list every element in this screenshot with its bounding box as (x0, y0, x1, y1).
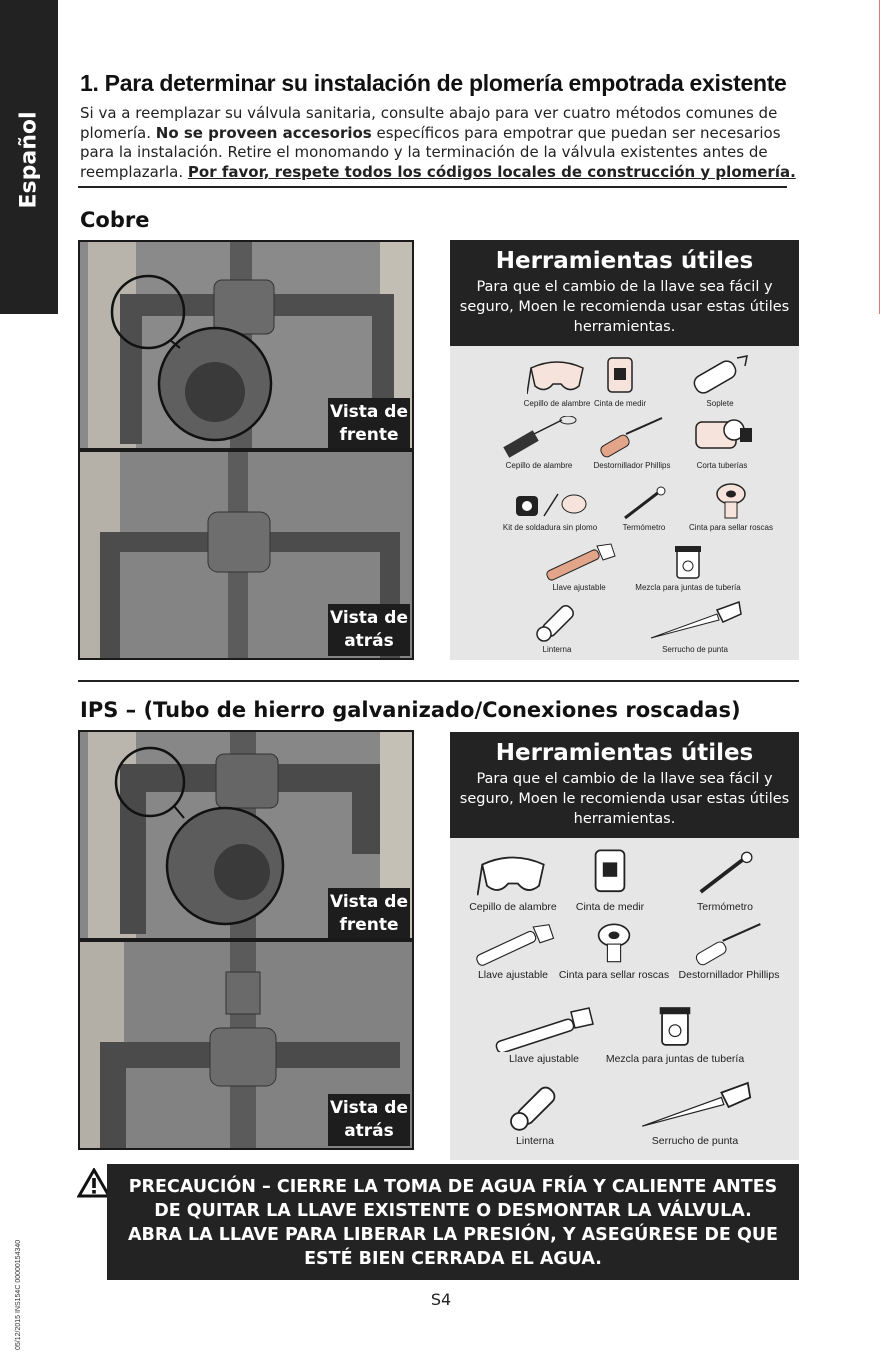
copper-tools-panel (450, 240, 799, 660)
warning-triangle-icon (77, 1168, 111, 1198)
intro-text-2: específicos para empotrar que puedan ser necesarios para la instalación. Retire el monomando y la terminación de la válvula existentes antes de reemplazarla. (80, 123, 781, 181)
copper-tool-tape-measure (580, 354, 660, 409)
thread-tape-icon (711, 480, 751, 522)
copper-tool-flashlight (502, 600, 612, 655)
tool-caption: Corta tuberías (696, 461, 748, 470)
ips-tool-adjustable-wrench (458, 922, 568, 982)
tool-caption: Mezcla para juntas de tubería (635, 583, 741, 592)
copper-tools-subtitle: Para que el cambio de la llave sea fácil y seguro, Moen le recomienda usar estas útiles herramientas. (459, 279, 790, 335)
copper-tool-thread-tape (676, 480, 786, 533)
copper-tool-keyhole-saw (620, 600, 770, 655)
keyhole-saw-icon (645, 600, 745, 644)
tool-caption: Llave ajustable (552, 583, 606, 592)
flashlight-icon (505, 1080, 565, 1134)
tool-caption: Linterna (542, 645, 572, 654)
tool-caption: Llave ajustable (508, 1053, 580, 1065)
language-label: Español (16, 111, 42, 209)
thermometer-icon (619, 486, 669, 522)
safety-glasses-icon (527, 354, 587, 398)
caution-line-1: PRECAUCIÓN – CIERRE LA TOMA DE AGUA FRÍA Y CALIENTE ANTES (128, 1177, 778, 1197)
adjustable-wrench-icon (468, 922, 558, 968)
caution-line-3: ABRA LA LLAVE PARA LIBERAR LA PRESIÓN, Y ASEGÚRESE DE QUE (127, 1225, 778, 1245)
intro-bold-1: No se proveen accesorios (155, 123, 372, 142)
copper-tools-header (450, 240, 799, 346)
intro-paragraph (80, 104, 802, 182)
copper-tools-title: Herramientas útiles (495, 248, 754, 274)
screwdriver-icon (684, 922, 774, 968)
copper-front-photo (78, 240, 414, 450)
intro-codes-notice: Por favor, respete todos los códigos locales de construcción y plomería. (187, 162, 796, 181)
copper-back-photo (78, 450, 414, 660)
section-divider (78, 680, 799, 682)
tool-caption: Llave ajustable (477, 969, 549, 981)
ips-tools-header (450, 732, 799, 838)
tool-caption: Mezcla para juntas de tubería (605, 1053, 745, 1065)
pipe-wrench-icon (489, 1004, 599, 1052)
ips-tool-flashlight (480, 1080, 590, 1148)
copper-tool-wire-brush (484, 416, 594, 471)
tool-caption: Linterna (516, 1135, 554, 1147)
pipe-cutter-icon (690, 410, 754, 460)
copper-back-view-label: Vista de atrás (328, 604, 410, 656)
tape-measure-icon (586, 844, 634, 900)
thread-tape-icon (592, 918, 636, 968)
ips-front-view-label: Vista de frente (328, 888, 410, 940)
page-heading: 1. Para determinar su instalación de plomería empotrada existente (80, 70, 787, 96)
ips-tool-keyhole-saw (610, 1080, 780, 1148)
copper-front-view-label: Vista de frente (328, 398, 410, 450)
caution-line-4: ESTÉ BIEN CERRADA EL AGUA. (304, 1249, 602, 1269)
tool-caption: Cinta para sellar roscas (688, 523, 774, 532)
intro-text-1: Si va a reemplazar su válvula sanitaria, consulte abajo para ver cuatro métodos comunes de plomería. (80, 104, 778, 142)
tool-caption: Termómetro (622, 523, 666, 532)
ips-tool-tape-measure (560, 844, 660, 914)
ips-tool-pipe-compound (590, 1000, 760, 1066)
tool-caption: Soplete (706, 399, 734, 408)
keyhole-saw-icon (635, 1080, 755, 1134)
tool-caption: Cinta para sellar roscas (558, 969, 670, 981)
copper-tool-pipe-cutter (672, 410, 772, 471)
ips-tools-panel (450, 732, 799, 1160)
tool-caption: Cepillo de alambre (523, 399, 591, 408)
ips-back-photo (78, 940, 414, 1150)
solder-kit-icon (510, 486, 590, 522)
thermometer-icon (693, 848, 757, 900)
wire-brush-icon (494, 416, 584, 460)
caution-line-2: DE QUITAR LA LLAVE EXISTENTE O DESMONTAR LA VÁLVULA. (154, 1201, 752, 1221)
tool-caption: Serrucho de punta (651, 1135, 739, 1147)
ips-tool-safety-glasses (458, 848, 568, 914)
copper-tool-screwdriver (582, 416, 682, 471)
ips-section-title: IPS – (Tubo de hierro galvanizado/Conexiones roscadas) (80, 698, 741, 722)
safety-glasses-icon (477, 848, 549, 900)
caution-box (107, 1164, 799, 1280)
ips-tool-screwdriver (664, 922, 794, 982)
adjustable-wrench-icon (539, 542, 619, 582)
tool-caption: Termómetro (696, 901, 753, 913)
ips-tool-thread-tape (554, 918, 674, 982)
tool-caption: Kit de soldadura sin plomo (502, 523, 598, 532)
right-margin-rule (879, 0, 880, 314)
pipe-compound-icon (655, 1000, 695, 1052)
tool-caption: Destornillador Phillips (593, 461, 671, 470)
tool-caption: Cepillo de alambre (505, 461, 573, 470)
copper-tool-solder-kit (490, 486, 610, 533)
copper-tool-torch (675, 354, 765, 409)
tape-measure-icon (600, 354, 640, 398)
screwdriver-icon (592, 416, 672, 460)
footer-document-code: 05/12/2015 INS154C 00000154340 (15, 1239, 22, 1350)
ips-tools-title: Herramientas útiles (495, 740, 754, 766)
ips-tool-thermometer (670, 848, 780, 914)
ips-back-view-label: Vista de atrás (328, 1094, 410, 1146)
tool-caption: Cinta de medir (575, 901, 645, 913)
intro-underline-rule (78, 186, 787, 188)
copper-tool-thermometer (604, 486, 684, 533)
page-number: S4 (430, 1290, 452, 1309)
tool-caption: Serrucho de punta (662, 645, 728, 654)
ips-front-photo (78, 730, 414, 940)
language-side-tab (0, 0, 58, 314)
torch-icon (685, 354, 755, 398)
copper-section-title: Cobre (80, 208, 150, 232)
tool-caption: Cepillo de alambre (469, 901, 557, 913)
ips-tool-pipe-wrench (484, 1004, 604, 1066)
tool-caption: Cinta de medir (593, 399, 647, 408)
pipe-compound-icon (671, 542, 705, 582)
tool-caption: Destornillador Phillips (678, 969, 780, 981)
flashlight-icon (532, 600, 582, 644)
copper-tool-pipe-compound (608, 542, 768, 593)
ips-tools-subtitle: Para que el cambio de la llave sea fácil y seguro, Moen le recomienda usar estas útiles herramientas. (459, 771, 790, 827)
